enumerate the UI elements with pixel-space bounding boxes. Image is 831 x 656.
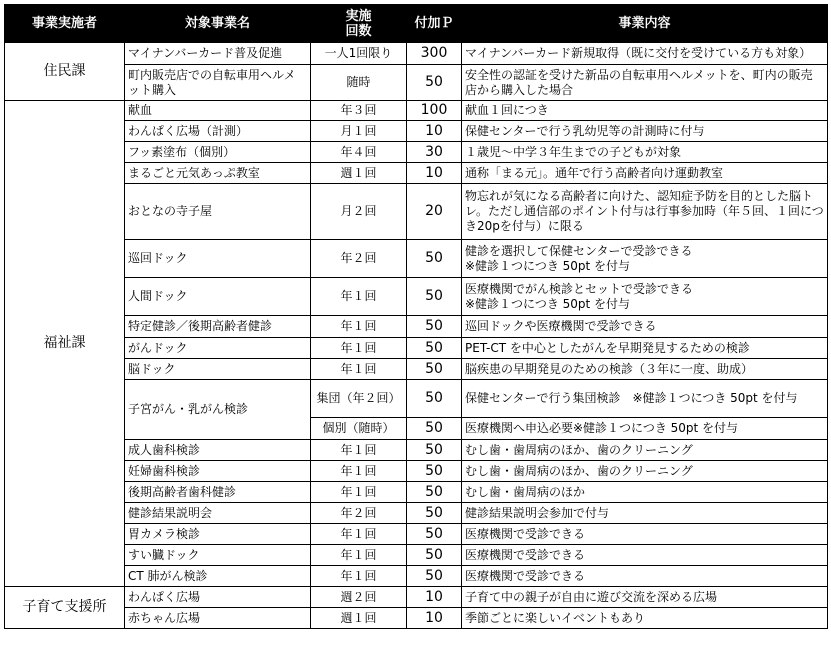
- description-cell: 通称「まる元」。通年で行う高齢者向け運動教室: [462, 163, 828, 184]
- program-name: 子宮がん・乳がん検診: [125, 380, 311, 440]
- description-cell: マイナンバーカード新規取得（既に交付を受けている方も対象）: [462, 43, 828, 65]
- table-row: [5, 566, 828, 587]
- frequency-cell: 年１回: [311, 338, 407, 359]
- program-name: おとなの寺子屋: [125, 184, 311, 240]
- description-cell: 巡回ドックや医療機関で受診できる: [462, 316, 828, 338]
- frequency-cell: 集団（年２回）: [311, 380, 407, 418]
- points-cell: 300: [407, 43, 462, 65]
- table-row: [5, 101, 828, 121]
- program-name: わんぱく広場: [125, 587, 311, 608]
- frequency-cell: 年２回: [311, 503, 407, 524]
- table-row: [5, 65, 828, 101]
- description-cell: むし歯・歯周病のほか: [462, 482, 828, 503]
- program-name: わんぱく広場（計測）: [125, 121, 311, 142]
- description-cell: むし歯・歯周病のほか、歯のクリーニング: [462, 440, 828, 461]
- program-name: 胃カメラ検診: [125, 524, 311, 545]
- points-cell: 50: [407, 240, 462, 278]
- frequency-cell: 週１回: [311, 163, 407, 184]
- table-row: [5, 240, 828, 278]
- points-cell: 50: [407, 380, 462, 418]
- description-cell: 保健センターで行う乳幼児等の計測時に付与: [462, 121, 828, 142]
- program-name: 赤ちゃん広場: [125, 608, 311, 629]
- table-row: [5, 587, 828, 608]
- frequency-cell: 年１回: [311, 278, 407, 316]
- header-program: 対象事業名: [125, 5, 311, 43]
- program-name: CT 肺がん検診: [125, 566, 311, 587]
- points-cell: 50: [407, 316, 462, 338]
- points-cell: 50: [407, 440, 462, 461]
- frequency-cell: 年１回: [311, 566, 407, 587]
- description-cell: むし歯・歯周病のほか、歯のクリーニング: [462, 461, 828, 482]
- description-cell: １歳児～中学３年生までの子どもが対象: [462, 142, 828, 163]
- points-cell: 20: [407, 184, 462, 240]
- table-row: [5, 43, 828, 65]
- points-cell: 10: [407, 163, 462, 184]
- frequency-cell: 年３回: [311, 101, 407, 121]
- program-name: 健診結果説明会: [125, 503, 311, 524]
- points-cell: 50: [407, 482, 462, 503]
- frequency-cell: 年１回: [311, 482, 407, 503]
- table-row: [5, 184, 828, 240]
- table-row: [5, 482, 828, 503]
- description-cell: 脳疾患の早期発見のための検診（３年に一度、助成）: [462, 359, 828, 380]
- frequency-cell: 年４回: [311, 142, 407, 163]
- frequency-cell: 週１回: [311, 608, 407, 629]
- table-row: [5, 608, 828, 629]
- program-name: 巡回ドック: [125, 240, 311, 278]
- department-cell: 住民課: [5, 43, 125, 101]
- table-row: [5, 163, 828, 184]
- points-cell: 50: [407, 418, 462, 440]
- description-cell: 医療機関で受診できる: [462, 524, 828, 545]
- points-cell: 30: [407, 142, 462, 163]
- description-cell: 献血１回につき: [462, 101, 828, 121]
- header-points: 付加Ｐ: [407, 5, 462, 43]
- program-name: フッ素塗布（個別）: [125, 142, 311, 163]
- description-cell: 保健センターで行う集団検診 ※健診１つにつき 50pt を付与: [462, 380, 828, 418]
- points-cell: 10: [407, 587, 462, 608]
- points-cell: 50: [407, 545, 462, 566]
- points-cell: 100: [407, 101, 462, 121]
- frequency-cell: 随時: [311, 65, 407, 101]
- description-cell: 医療機関でがん検診とセットで受診できる ※健診１つにつき 50pt を付与: [462, 278, 828, 316]
- table-row: [5, 524, 828, 545]
- program-name: 特定健診／後期高齢者健診: [125, 316, 311, 338]
- description-cell: 物忘れが気になる高齢者に向けた、認知症予防を目的とした脳トレ。ただし通信部のポイント付与は行事参加時（年５回、１回につき20pを付与）に限る: [462, 184, 828, 240]
- table-row: [5, 545, 828, 566]
- table-row: [5, 121, 828, 142]
- program-name: まるごと元気あっぷ教室: [125, 163, 311, 184]
- header-dept: 事業実施者: [5, 5, 125, 43]
- frequency-cell: 年１回: [311, 440, 407, 461]
- table-row: [5, 503, 828, 524]
- frequency-cell: 月２回: [311, 184, 407, 240]
- description-cell: 安全性の認証を受けた新品の自転車用ヘルメットを、町内の販売店から購入した場合: [462, 65, 828, 101]
- program-name: 献血: [125, 101, 311, 121]
- description-cell: 健診を選択して保健センターで受診できる ※健診１つにつき 50pt を付与: [462, 240, 828, 278]
- frequency-cell: 一人1回限り: [311, 43, 407, 65]
- points-cell: 10: [407, 608, 462, 629]
- program-name: マイナンバーカード普及促進: [125, 43, 311, 65]
- table-row: [5, 440, 828, 461]
- table-row: [5, 316, 828, 338]
- table-body: [5, 43, 828, 629]
- table-row: [5, 142, 828, 163]
- points-cell: 50: [407, 65, 462, 101]
- points-cell: 50: [407, 278, 462, 316]
- program-name: 町内販売店での自転車用ヘルメット購入: [125, 65, 311, 101]
- header-row: [5, 5, 828, 43]
- points-cell: 50: [407, 338, 462, 359]
- frequency-cell: 月１回: [311, 121, 407, 142]
- frequency-cell: 週２回: [311, 587, 407, 608]
- frequency-cell: 年２回: [311, 240, 407, 278]
- program-name: がんドック: [125, 338, 311, 359]
- description-cell: 子育て中の親子が自由に遊び交流を深める広場: [462, 587, 828, 608]
- points-program-table: [4, 4, 828, 629]
- description-cell: 季節ごとに楽しいイベントもあり: [462, 608, 828, 629]
- table-row: [5, 278, 828, 316]
- points-cell: 50: [407, 503, 462, 524]
- description-cell: 医療機関へ申込必要※健診１つにつき 50pt を付与: [462, 418, 828, 440]
- description-cell: 医療機関で受診できる: [462, 545, 828, 566]
- program-name: 後期高齢者歯科健診: [125, 482, 311, 503]
- department-cell: 福祉課: [5, 101, 125, 587]
- frequency-cell: 年１回: [311, 545, 407, 566]
- frequency-cell: 年１回: [311, 524, 407, 545]
- points-cell: 50: [407, 566, 462, 587]
- program-name: 脳ドック: [125, 359, 311, 380]
- frequency-cell: 年１回: [311, 461, 407, 482]
- program-name: 成人歯科検診: [125, 440, 311, 461]
- table-row: [5, 359, 828, 380]
- table-row: [5, 338, 828, 359]
- points-cell: 50: [407, 461, 462, 482]
- frequency-cell: 年１回: [311, 316, 407, 338]
- description-cell: 健診結果説明会参加で付与: [462, 503, 828, 524]
- points-cell: 50: [407, 524, 462, 545]
- description-cell: 医療機関で受診できる: [462, 566, 828, 587]
- description-cell: PET-CT を中心としたがんを早期発見するための検診: [462, 338, 828, 359]
- program-name: 妊婦歯科検診: [125, 461, 311, 482]
- table-row: [5, 380, 828, 418]
- points-cell: 10: [407, 121, 462, 142]
- program-name: すい臓ドック: [125, 545, 311, 566]
- header-description: 事業内容: [462, 5, 828, 43]
- table-row: [5, 461, 828, 482]
- header-frequency: 実施 回数: [311, 5, 407, 43]
- points-cell: 50: [407, 359, 462, 380]
- frequency-cell: 年１回: [311, 359, 407, 380]
- frequency-cell: 個別（随時）: [311, 418, 407, 440]
- department-cell: 子育て支援所: [5, 587, 125, 629]
- program-name: 人間ドック: [125, 278, 311, 316]
